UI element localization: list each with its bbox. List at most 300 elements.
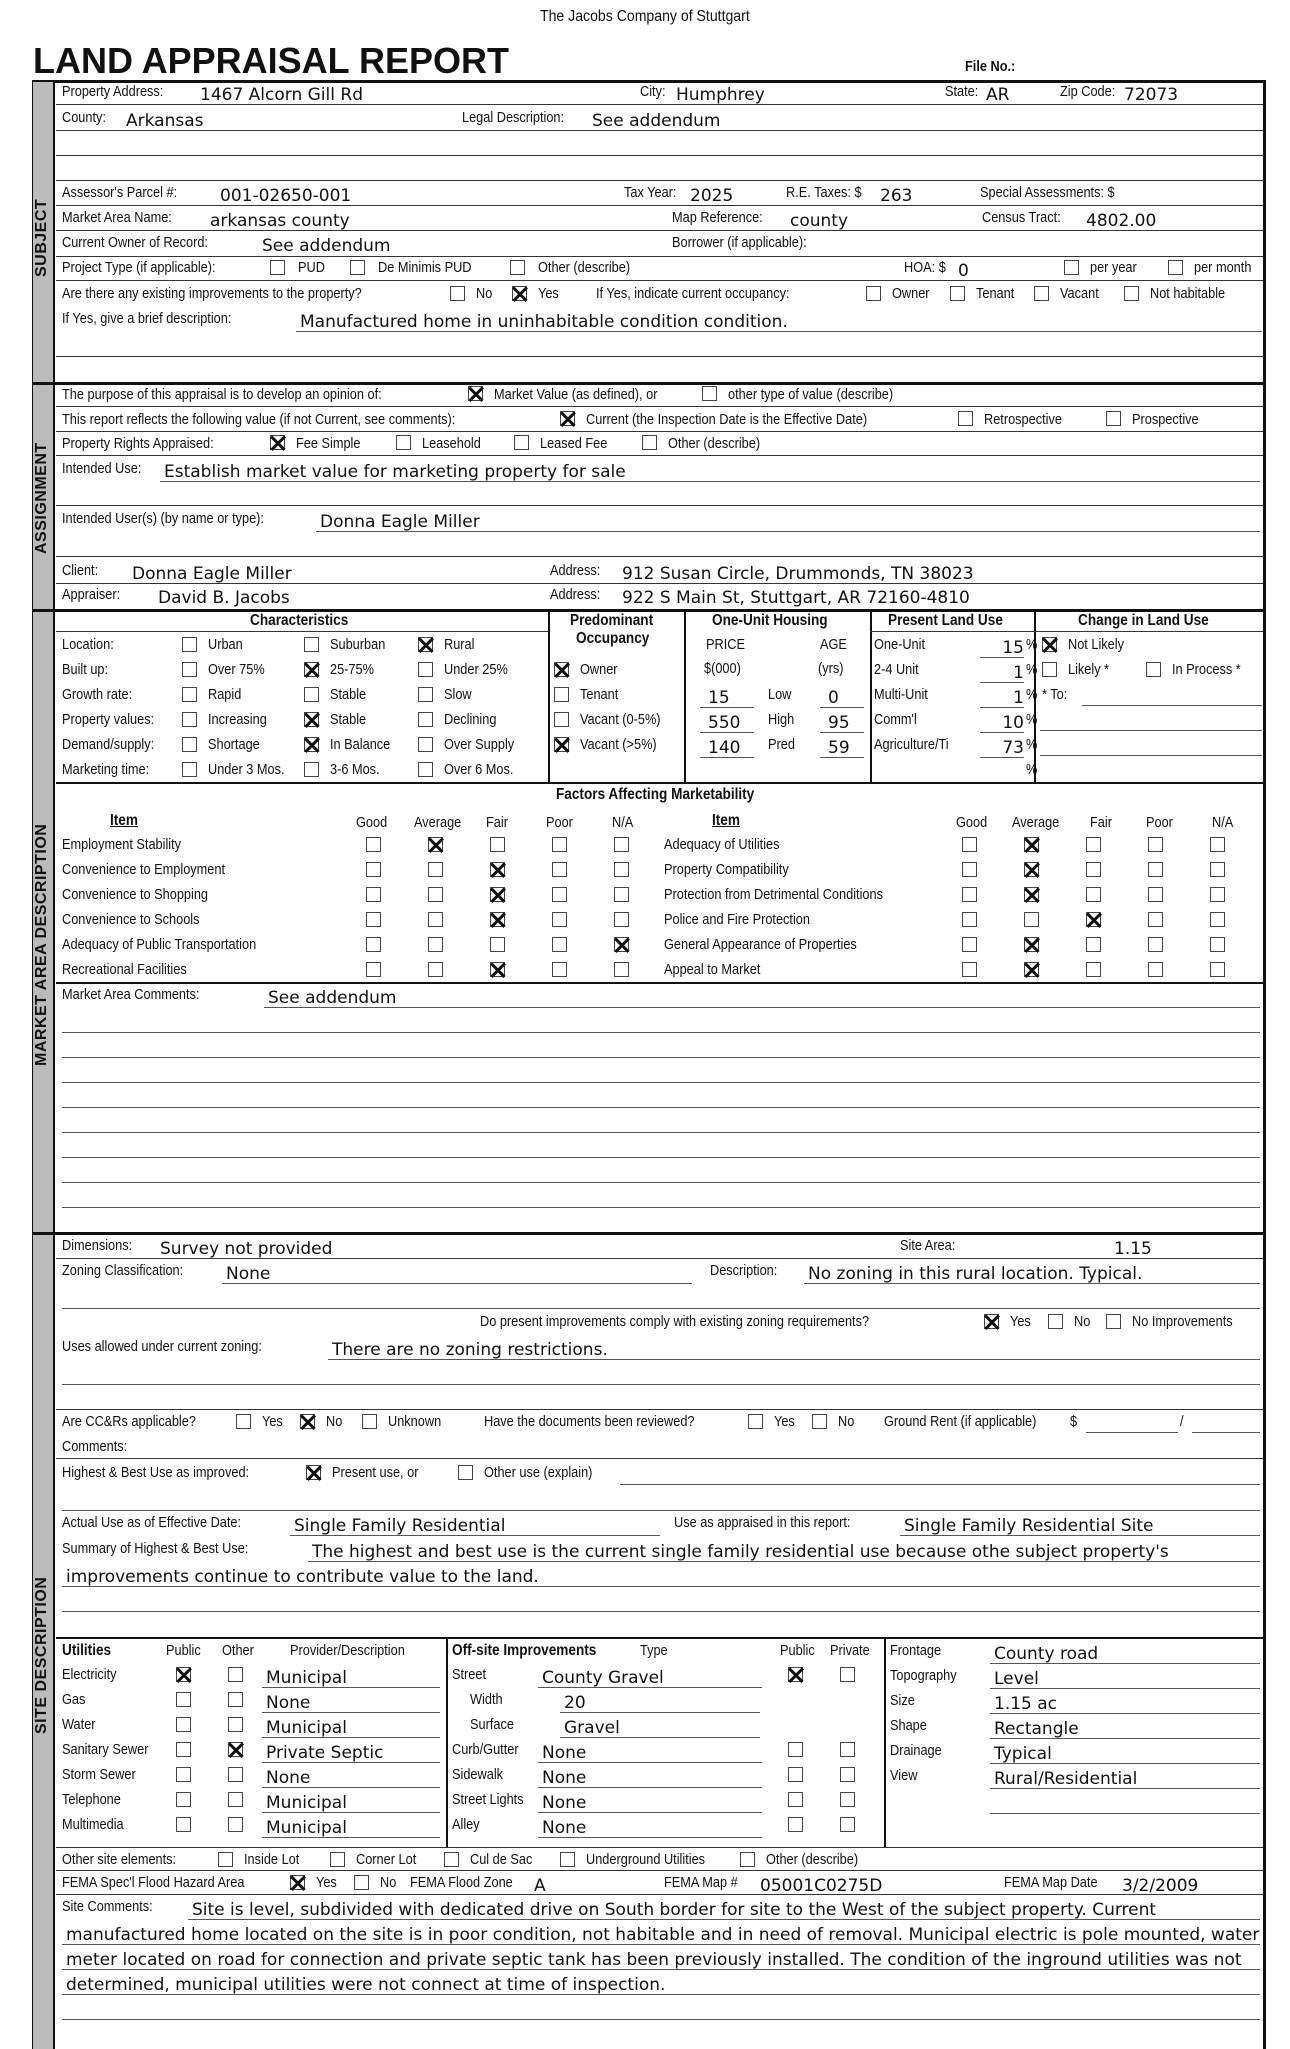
land-use-value[interactable]: 15 bbox=[1002, 638, 1024, 658]
underline bbox=[62, 1510, 1260, 1511]
factor-rating-checkbox[interactable] bbox=[552, 837, 567, 852]
market-value-checkbox[interactable] bbox=[468, 386, 483, 401]
underline bbox=[290, 1535, 660, 1536]
other-site-other-checkbox[interactable] bbox=[740, 1852, 755, 1867]
reviewed-no-checkbox[interactable] bbox=[812, 1414, 827, 1429]
occ-vacant05-checkbox[interactable] bbox=[554, 712, 569, 727]
project-other-checkbox[interactable] bbox=[510, 260, 525, 275]
factor-rating-checkbox[interactable] bbox=[614, 862, 629, 877]
site-feature-value[interactable]: 1.15 ac bbox=[994, 1694, 1058, 1714]
underline bbox=[328, 1359, 1260, 1360]
factor-rating-checkbox[interactable] bbox=[962, 837, 977, 852]
factor-rating-checkbox[interactable] bbox=[1210, 962, 1225, 977]
rating-header: Average bbox=[1012, 814, 1060, 831]
factor-label: Convenience to Shopping bbox=[62, 886, 209, 903]
dimensions-value[interactable]: Survey not provided bbox=[160, 1239, 333, 1259]
client-value[interactable]: Donna Eagle Miller bbox=[132, 564, 292, 584]
likely-checkbox[interactable] bbox=[1042, 662, 1057, 677]
fee-simple-checkbox[interactable] bbox=[270, 435, 285, 450]
occ-tenant-checkbox[interactable] bbox=[554, 687, 569, 702]
factor-rating-checkbox[interactable] bbox=[366, 937, 381, 952]
inside-lot-label: Inside Lot bbox=[244, 1851, 300, 1868]
factor-rating-checkbox[interactable] bbox=[366, 862, 381, 877]
fema-no-label: No bbox=[380, 1874, 397, 1891]
occupancy-owner-label: Owner bbox=[892, 285, 930, 302]
fema-zone-label: FEMA Flood Zone bbox=[410, 1874, 513, 1891]
offsite-public-checkbox[interactable] bbox=[788, 1767, 803, 1782]
factor-rating-checkbox[interactable] bbox=[428, 862, 443, 877]
characteristic-checkbox[interactable] bbox=[182, 762, 197, 777]
reviewed-yes-checkbox[interactable] bbox=[748, 1414, 763, 1429]
summary-line-2[interactable]: improvements continue to contribute value to the land. bbox=[66, 1567, 539, 1587]
factor-rating-checkbox[interactable] bbox=[1086, 887, 1101, 902]
ground-rent-label: Ground Rent (if applicable) bbox=[884, 1413, 1037, 1430]
factor-rating-checkbox[interactable] bbox=[1210, 837, 1225, 852]
improvements-yes-checkbox[interactable] bbox=[512, 286, 527, 301]
one-unit-age[interactable]: 95 bbox=[828, 713, 850, 733]
factor-rating-checkbox[interactable] bbox=[1086, 912, 1101, 927]
occupancy-not-habitable-checkbox[interactable] bbox=[1124, 286, 1139, 301]
offsite-public-checkbox[interactable] bbox=[788, 1817, 803, 1832]
utility-public-checkbox[interactable] bbox=[176, 1742, 191, 1757]
factor-rating-checkbox[interactable] bbox=[490, 962, 505, 977]
factor-rating-checkbox[interactable] bbox=[490, 837, 505, 852]
underline bbox=[62, 1057, 1260, 1058]
underline bbox=[820, 757, 864, 758]
occupancy-not-habitable-label: Not habitable bbox=[1150, 285, 1226, 302]
factor-rating-checkbox[interactable] bbox=[428, 887, 443, 902]
corner-lot-checkbox[interactable] bbox=[330, 1852, 345, 1867]
factor-rating-checkbox[interactable] bbox=[962, 937, 977, 952]
offsite-value[interactable]: County Gravel bbox=[542, 1668, 664, 1688]
characteristic-checkbox[interactable] bbox=[182, 687, 197, 702]
intended-users-value[interactable]: Donna Eagle Miller bbox=[320, 512, 480, 532]
ccr-unknown-checkbox[interactable] bbox=[362, 1414, 377, 1429]
offsite-private-checkbox[interactable] bbox=[840, 1742, 855, 1757]
underline bbox=[560, 1712, 760, 1713]
factor-rating-checkbox[interactable] bbox=[552, 912, 567, 927]
appraiser-label: Appraiser: bbox=[62, 586, 121, 603]
factor-rating-checkbox[interactable] bbox=[428, 962, 443, 977]
fema-map-value[interactable]: 05001C0275D bbox=[760, 1876, 883, 1896]
characteristic-checkbox[interactable] bbox=[418, 637, 433, 652]
factor-rating-checkbox[interactable] bbox=[614, 912, 629, 927]
characteristic-checkbox[interactable] bbox=[418, 762, 433, 777]
price-unit-label: $(000) bbox=[704, 660, 741, 677]
land-use-label: Multi-Unit bbox=[874, 686, 928, 703]
reflects-label: This report reflects the following value (if not Current, see comments): bbox=[62, 411, 456, 428]
uses-allowed-value[interactable]: There are no zoning restrictions. bbox=[332, 1340, 608, 1360]
brief-description-label: If Yes, give a brief description: bbox=[62, 310, 232, 327]
fema-date-label: FEMA Map Date bbox=[1004, 1874, 1098, 1891]
land-use-pct: % bbox=[1026, 661, 1038, 678]
factor-label: Convenience to Employment bbox=[62, 861, 226, 878]
utility-public-checkbox[interactable] bbox=[176, 1767, 191, 1782]
utility-provider[interactable]: Municipal bbox=[266, 1718, 347, 1738]
utility-other-checkbox[interactable] bbox=[228, 1742, 243, 1757]
utility-provider[interactable]: None bbox=[266, 1693, 311, 1713]
underline bbox=[262, 1712, 440, 1713]
current-checkbox[interactable] bbox=[560, 411, 575, 426]
leasehold-checkbox[interactable] bbox=[396, 435, 411, 450]
factor-label: Convenience to Schools bbox=[62, 911, 200, 928]
present-use-checkbox[interactable] bbox=[306, 1465, 321, 1480]
factor-rating-checkbox[interactable] bbox=[962, 912, 977, 927]
factor-rating-checkbox[interactable] bbox=[1024, 937, 1039, 952]
characteristic-checkbox[interactable] bbox=[304, 637, 319, 652]
factor-label: Adequacy of Public Transportation bbox=[62, 936, 257, 953]
use-appraised-value[interactable]: Single Family Residential Site bbox=[904, 1516, 1154, 1536]
occupancy-vacant-checkbox[interactable] bbox=[1034, 286, 1049, 301]
pud-label: PUD bbox=[298, 259, 325, 276]
offsite-value[interactable]: None bbox=[542, 1743, 587, 1763]
utility-other-checkbox[interactable] bbox=[228, 1717, 243, 1732]
site-feature-value[interactable]: County road bbox=[994, 1644, 1099, 1664]
rights-label: Property Rights Appraised: bbox=[62, 435, 214, 452]
utility-provider[interactable]: Municipal bbox=[266, 1818, 347, 1838]
comply-yes-checkbox[interactable] bbox=[984, 1314, 999, 1329]
factor-rating-checkbox[interactable] bbox=[1086, 962, 1101, 977]
fema-yes-label: Yes bbox=[316, 1874, 337, 1891]
factor-rating-checkbox[interactable] bbox=[614, 837, 629, 852]
characteristic-checkbox[interactable] bbox=[182, 737, 197, 752]
dimensions-label: Dimensions: bbox=[62, 1237, 133, 1254]
factor-rating-checkbox[interactable] bbox=[1148, 912, 1163, 927]
offsite-public-header: Public bbox=[780, 1642, 815, 1659]
characteristic-option-label: Shortage bbox=[208, 736, 260, 753]
factor-rating-checkbox[interactable] bbox=[962, 862, 977, 877]
factor-rating-checkbox[interactable] bbox=[366, 962, 381, 977]
characteristic-checkbox[interactable] bbox=[418, 712, 433, 727]
utility-provider[interactable]: Private Septic bbox=[266, 1743, 384, 1763]
fema-date-value[interactable]: 3/2/2009 bbox=[1122, 1876, 1199, 1896]
factor-rating-checkbox[interactable] bbox=[1210, 912, 1225, 927]
intended-use-value[interactable]: Establish market value for marketing property for sale bbox=[164, 462, 626, 482]
characteristic-checkbox[interactable] bbox=[304, 712, 319, 727]
factor-rating-checkbox[interactable] bbox=[614, 937, 629, 952]
factor-rating-checkbox[interactable] bbox=[962, 962, 977, 977]
characteristic-option-label: Over 75% bbox=[208, 661, 265, 678]
fema-yes-checkbox[interactable] bbox=[290, 1875, 305, 1890]
county-value[interactable]: Arkansas bbox=[126, 111, 204, 131]
utility-label: Water bbox=[62, 1716, 96, 1733]
col-divider bbox=[446, 1637, 448, 1848]
improvements-question: Are there any existing improvements to the property? bbox=[62, 285, 362, 302]
one-unit-price[interactable]: 15 bbox=[708, 688, 730, 708]
offsite-public-checkbox[interactable] bbox=[788, 1742, 803, 1757]
property-address-value[interactable]: 1467 Alcorn Gill Rd bbox=[200, 85, 363, 105]
factor-rating-checkbox[interactable] bbox=[1024, 962, 1039, 977]
rating-header: Average bbox=[414, 814, 462, 831]
offsite-private-checkbox[interactable] bbox=[840, 1767, 855, 1782]
underline bbox=[538, 1762, 762, 1763]
factor-rating-checkbox[interactable] bbox=[490, 937, 505, 952]
utility-public-checkbox[interactable] bbox=[176, 1817, 191, 1832]
row-line bbox=[56, 130, 1263, 131]
cul-de-sac-checkbox[interactable] bbox=[444, 1852, 459, 1867]
section-bar-market bbox=[33, 611, 55, 1232]
utility-provider[interactable]: Municipal bbox=[266, 1793, 347, 1813]
market-comments-value[interactable]: See addendum bbox=[268, 988, 397, 1008]
utility-public-checkbox[interactable] bbox=[176, 1692, 191, 1707]
leased-fee-checkbox[interactable] bbox=[514, 435, 529, 450]
site-feature-value[interactable]: Typical bbox=[994, 1744, 1052, 1764]
site-area-value[interactable]: 1.15 bbox=[1114, 1239, 1152, 1259]
client-address-value[interactable]: 912 Susan Circle, Drummonds, TN 38023 bbox=[622, 564, 974, 584]
factor-rating-checkbox[interactable] bbox=[366, 912, 381, 927]
underline bbox=[1082, 705, 1262, 706]
occ-vacant5-checkbox[interactable] bbox=[554, 737, 569, 752]
row-line bbox=[56, 431, 1263, 432]
site-comments-line-2[interactable]: manufactured home located on the site is in poor condition, not habitable and in need of removal. Municipal electric is pole mounted, water bbox=[66, 1925, 1260, 1945]
factor-rating-checkbox[interactable] bbox=[552, 937, 567, 952]
map-reference-value[interactable]: county bbox=[790, 211, 849, 231]
characteristic-checkbox[interactable] bbox=[418, 737, 433, 752]
factor-rating-checkbox[interactable] bbox=[1024, 912, 1039, 927]
factor-rating-checkbox[interactable] bbox=[428, 837, 443, 852]
owner-value[interactable]: See addendum bbox=[262, 236, 391, 256]
fema-sfha-label: FEMA Spec'l Flood Hazard Area bbox=[62, 1874, 245, 1891]
utility-public-checkbox[interactable] bbox=[176, 1792, 191, 1807]
one-unit-age[interactable]: 0 bbox=[828, 688, 839, 708]
underline bbox=[1086, 1432, 1178, 1433]
occupancy-tenant-checkbox[interactable] bbox=[950, 286, 965, 301]
census-tract-label: Census Tract: bbox=[982, 209, 1061, 226]
offsite-value[interactable]: Gravel bbox=[564, 1718, 620, 1738]
per-year-checkbox[interactable] bbox=[1064, 260, 1079, 275]
offsite-label: Surface bbox=[470, 1716, 514, 1733]
utility-public-checkbox[interactable] bbox=[176, 1667, 191, 1682]
characteristic-checkbox[interactable] bbox=[418, 662, 433, 677]
factor-rating-checkbox[interactable] bbox=[428, 937, 443, 952]
factor-rating-checkbox[interactable] bbox=[614, 962, 629, 977]
prospective-checkbox[interactable] bbox=[1106, 411, 1121, 426]
factor-rating-checkbox[interactable] bbox=[1210, 887, 1225, 902]
re-taxes-value[interactable]: 263 bbox=[880, 186, 913, 206]
city-value[interactable]: Humphrey bbox=[676, 85, 765, 105]
site-feature-label: Shape bbox=[890, 1717, 927, 1734]
factor-rating-checkbox[interactable] bbox=[962, 887, 977, 902]
factor-rating-checkbox[interactable] bbox=[614, 887, 629, 902]
purpose-label: The purpose of this appraisal is to develop an opinion of: bbox=[62, 386, 382, 403]
utility-other-checkbox[interactable] bbox=[228, 1792, 243, 1807]
land-use-value[interactable]: 1 bbox=[1013, 688, 1024, 708]
characteristic-checkbox[interactable] bbox=[182, 712, 197, 727]
factor-rating-checkbox[interactable] bbox=[1086, 837, 1101, 852]
offsite-value[interactable]: None bbox=[542, 1768, 587, 1788]
site-feature-value[interactable]: Rectangle bbox=[994, 1719, 1079, 1739]
occupancy-owner-checkbox[interactable] bbox=[866, 286, 881, 301]
characteristic-option-label: Under 25% bbox=[444, 661, 508, 678]
land-use-pct: % bbox=[1026, 636, 1038, 653]
factor-rating-checkbox[interactable] bbox=[1210, 862, 1225, 877]
utilities-provider-header: Provider/Description bbox=[290, 1642, 405, 1659]
borrower-label: Borrower (if applicable): bbox=[672, 234, 807, 251]
retrospective-checkbox[interactable] bbox=[958, 411, 973, 426]
offsite-public-checkbox[interactable] bbox=[788, 1667, 803, 1682]
actual-use-value[interactable]: Single Family Residential bbox=[294, 1516, 506, 1536]
land-use-value[interactable]: 10 bbox=[1002, 713, 1024, 733]
company-name: The Jacobs Company of Stuttgart bbox=[540, 8, 750, 25]
utility-other-checkbox[interactable] bbox=[228, 1767, 243, 1782]
factor-rating-checkbox[interactable] bbox=[1148, 862, 1163, 877]
factor-rating-checkbox[interactable] bbox=[1148, 962, 1163, 977]
other-use-checkbox[interactable] bbox=[458, 1465, 473, 1480]
row-line bbox=[56, 256, 1263, 257]
one-unit-price[interactable]: 140 bbox=[708, 738, 741, 758]
state-value[interactable]: AR bbox=[986, 85, 1010, 105]
legal-description-value[interactable]: See addendum bbox=[592, 111, 721, 131]
factor-rating-checkbox[interactable] bbox=[1086, 937, 1101, 952]
underline bbox=[538, 1687, 762, 1688]
factors-item-left: Item bbox=[110, 812, 138, 829]
ccr-yes-checkbox[interactable] bbox=[236, 1414, 251, 1429]
characteristic-checkbox[interactable] bbox=[304, 737, 319, 752]
characteristic-checkbox[interactable] bbox=[182, 662, 197, 677]
census-tract-value[interactable]: 4802.00 bbox=[1086, 211, 1157, 231]
utility-other-checkbox[interactable] bbox=[228, 1817, 243, 1832]
not-likely-checkbox[interactable] bbox=[1042, 637, 1057, 652]
comply-no-checkbox[interactable] bbox=[1048, 1314, 1063, 1329]
characteristic-checkbox[interactable] bbox=[418, 687, 433, 702]
characteristic-checkbox[interactable] bbox=[304, 762, 319, 777]
factor-rating-checkbox[interactable] bbox=[1148, 937, 1163, 952]
site-feature-value[interactable]: Rural/Residential bbox=[994, 1769, 1138, 1789]
underline bbox=[990, 1763, 1260, 1764]
project-other-label: Other (describe) bbox=[538, 259, 631, 276]
site-comments-line-3[interactable]: meter located on road for connection and private septic tank has been previously installed. The condition of the inground utilities was not bbox=[66, 1950, 1242, 1970]
in-process-checkbox[interactable] bbox=[1146, 662, 1161, 677]
improvements-no-checkbox[interactable] bbox=[450, 286, 465, 301]
utility-provider[interactable]: Municipal bbox=[266, 1668, 347, 1688]
appraiser-value[interactable]: David B. Jacobs bbox=[158, 588, 290, 608]
hoa-label: HOA: $ bbox=[904, 259, 946, 276]
characteristic-checkbox[interactable] bbox=[304, 687, 319, 702]
comply-no-improvements-checkbox[interactable] bbox=[1106, 1314, 1121, 1329]
factor-rating-checkbox[interactable] bbox=[1148, 837, 1163, 852]
intended-users-label: Intended User(s) (by name or type): bbox=[62, 510, 264, 527]
factor-rating-checkbox[interactable] bbox=[490, 912, 505, 927]
factor-rating-checkbox[interactable] bbox=[366, 887, 381, 902]
tax-year-value[interactable]: 2025 bbox=[690, 186, 734, 206]
inside-lot-checkbox[interactable] bbox=[218, 1852, 233, 1867]
utility-other-checkbox[interactable] bbox=[228, 1692, 243, 1707]
underline bbox=[262, 1762, 440, 1763]
factor-rating-checkbox[interactable] bbox=[552, 962, 567, 977]
fema-no-checkbox[interactable] bbox=[354, 1875, 369, 1890]
factor-rating-checkbox[interactable] bbox=[490, 887, 505, 902]
underground-checkbox[interactable] bbox=[560, 1852, 575, 1867]
land-use-value[interactable]: 73 bbox=[1002, 738, 1024, 758]
ccr-no-label: No bbox=[326, 1413, 343, 1430]
site-feature-label: Topography bbox=[890, 1667, 957, 1684]
site-comments-line-4[interactable]: determined, municipal utilities were not connect at time of inspection. bbox=[66, 1975, 666, 1995]
characteristic-checkbox[interactable] bbox=[182, 637, 197, 652]
utility-provider[interactable]: None bbox=[266, 1768, 311, 1788]
factor-rating-checkbox[interactable] bbox=[428, 912, 443, 927]
utility-public-checkbox[interactable] bbox=[176, 1717, 191, 1732]
factor-rating-checkbox[interactable] bbox=[1086, 862, 1101, 877]
other-value-checkbox[interactable] bbox=[702, 386, 717, 401]
factor-rating-checkbox[interactable] bbox=[552, 887, 567, 902]
report-title: LAND APPRAISAL REPORT bbox=[33, 40, 510, 81]
factor-rating-checkbox[interactable] bbox=[490, 862, 505, 877]
offsite-value[interactable]: 20 bbox=[564, 1693, 586, 1713]
offsite-value[interactable]: None bbox=[542, 1818, 587, 1838]
parcel-value[interactable]: 001-02650-001 bbox=[220, 186, 352, 206]
occ-owner-checkbox[interactable] bbox=[554, 662, 569, 677]
brief-description-value[interactable]: Manufactured home in uninhabitable condition condition. bbox=[300, 312, 788, 332]
de-minimis-checkbox[interactable] bbox=[350, 260, 365, 275]
zoning-value[interactable]: None bbox=[226, 1264, 271, 1284]
factor-rating-checkbox[interactable] bbox=[552, 862, 567, 877]
offsite-private-checkbox[interactable] bbox=[840, 1792, 855, 1807]
one-unit-price[interactable]: 550 bbox=[708, 713, 741, 733]
factor-rating-checkbox[interactable] bbox=[366, 837, 381, 852]
offsite-private-checkbox[interactable] bbox=[840, 1667, 855, 1682]
offsite-public-checkbox[interactable] bbox=[788, 1792, 803, 1807]
site-feature-label: Size bbox=[890, 1692, 915, 1709]
file-no-label: File No.: bbox=[965, 58, 1016, 75]
per-month-checkbox[interactable] bbox=[1168, 260, 1183, 275]
factor-rating-checkbox[interactable] bbox=[1024, 862, 1039, 877]
ccr-no-checkbox[interactable] bbox=[300, 1414, 315, 1429]
rights-other-label: Other (describe) bbox=[668, 435, 761, 452]
rating-header: Good bbox=[956, 814, 988, 831]
rights-other-checkbox[interactable] bbox=[642, 435, 657, 450]
offsite-value[interactable]: None bbox=[542, 1793, 587, 1813]
underline bbox=[62, 1308, 1260, 1309]
summary-line-1[interactable]: The highest and best use is the current single family residential use because othe subject property's bbox=[312, 1542, 1169, 1562]
appraiser-address-value[interactable]: 922 S Main St, Stuttgart, AR 72160-4810 bbox=[622, 588, 970, 608]
one-unit-age[interactable]: 59 bbox=[828, 738, 850, 758]
characteristic-checkbox[interactable] bbox=[304, 662, 319, 677]
special-assessments-label: Special Assessments: $ bbox=[980, 184, 1115, 201]
site-feature-value[interactable]: Level bbox=[994, 1669, 1039, 1689]
tax-year-label: Tax Year: bbox=[624, 184, 677, 201]
utilities-other-header: Other bbox=[222, 1642, 254, 1659]
factor-label: Protection from Detrimental Conditions bbox=[664, 886, 883, 903]
zoning-description-value[interactable]: No zoning in this rural location. Typical. bbox=[808, 1264, 1143, 1284]
factor-rating-checkbox[interactable] bbox=[1148, 887, 1163, 902]
occ-owner-label: Owner bbox=[580, 661, 618, 678]
utility-label: Telephone bbox=[62, 1791, 121, 1808]
factor-rating-checkbox[interactable] bbox=[1024, 887, 1039, 902]
factor-rating-checkbox[interactable] bbox=[1210, 937, 1225, 952]
hoa-value[interactable]: 0 bbox=[958, 261, 969, 281]
market-area-value[interactable]: arkansas county bbox=[210, 211, 350, 231]
fema-zone-value[interactable]: A bbox=[534, 1876, 546, 1896]
row-line bbox=[56, 180, 1263, 181]
factor-rating-checkbox[interactable] bbox=[1024, 837, 1039, 852]
utility-other-checkbox[interactable] bbox=[228, 1667, 243, 1682]
row-line bbox=[56, 1847, 1263, 1848]
factors-item-right: Item bbox=[712, 812, 740, 829]
underline bbox=[308, 1561, 1260, 1562]
occupancy-header-1: Predominant bbox=[570, 612, 654, 629]
zip-value[interactable]: 72073 bbox=[1124, 85, 1179, 105]
pud-checkbox[interactable] bbox=[270, 260, 285, 275]
land-use-value[interactable]: 1 bbox=[1013, 663, 1024, 683]
factor-label: Recreational Facilities bbox=[62, 961, 187, 978]
section-label-assignment: ASSIGNMENT bbox=[33, 442, 50, 554]
offsite-private-checkbox[interactable] bbox=[840, 1817, 855, 1832]
characteristic-option-label: Increasing bbox=[208, 711, 267, 728]
site-comments-line-1[interactable]: Site is level, subdivided with dedicated drive on South border for site to the West of the subject property. Current bbox=[192, 1900, 1157, 1920]
map-reference-label: Map Reference: bbox=[672, 209, 763, 226]
comply-no-improvements-label: No Improvements bbox=[1132, 1313, 1233, 1330]
property-address-label: Property Address: bbox=[62, 83, 164, 100]
